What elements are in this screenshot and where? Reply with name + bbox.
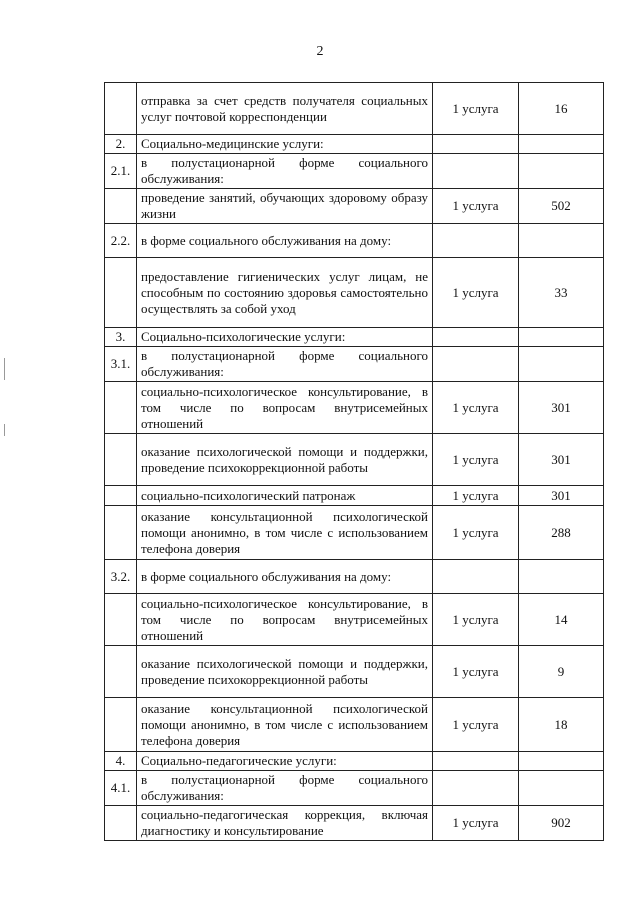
- table-row: [105, 806, 604, 841]
- page-number: 2: [316, 44, 324, 59]
- row-number-cell: 2.: [105, 135, 137, 154]
- table-row: [105, 771, 604, 806]
- service-description-cell: социально-психологическое консультирование, в том числе по вопросам внутрисемейных отношений: [137, 594, 433, 646]
- table-row: [105, 560, 604, 594]
- quantity-cell: [519, 347, 604, 382]
- scan-edge-mark: [4, 358, 5, 380]
- quantity-cell: [519, 224, 604, 258]
- unit-cell: [433, 560, 519, 594]
- quantity-cell: [519, 328, 604, 347]
- row-number-cell: [105, 806, 137, 841]
- unit-cell: 1 услуга: [433, 189, 519, 224]
- service-description-cell: оказание психологической помощи и поддержки, проведение психокоррекционной работы: [137, 434, 433, 486]
- table-row: [105, 646, 604, 698]
- table-row: [105, 189, 604, 224]
- row-number-cell: 2.1.: [105, 154, 137, 189]
- quantity-cell: 502: [519, 189, 604, 224]
- unit-cell: 1 услуга: [433, 594, 519, 646]
- table-row: [105, 698, 604, 752]
- unit-cell: 1 услуга: [433, 434, 519, 486]
- table-row: [105, 594, 604, 646]
- table-row: [105, 347, 604, 382]
- unit-cell: [433, 771, 519, 806]
- unit-cell: 1 услуга: [433, 83, 519, 135]
- row-number-cell: [105, 594, 137, 646]
- table-row: [105, 154, 604, 189]
- service-description-cell: Социально-медицинские услуги:: [137, 135, 433, 154]
- quantity-cell: [519, 752, 604, 771]
- table-row: [105, 224, 604, 258]
- row-number-cell: 2.2.: [105, 224, 137, 258]
- table-row: [105, 328, 604, 347]
- quantity-cell: 301: [519, 486, 604, 506]
- unit-cell: [433, 135, 519, 154]
- quantity-cell: 16: [519, 83, 604, 135]
- table-row: [105, 382, 604, 434]
- services-table-body: [105, 83, 604, 841]
- row-number-cell: [105, 382, 137, 434]
- quantity-cell: 301: [519, 382, 604, 434]
- unit-cell: [433, 328, 519, 347]
- row-number-cell: [105, 646, 137, 698]
- row-number-cell: [105, 698, 137, 752]
- service-description-cell: в полустационарной форме социального обслуживания:: [137, 154, 433, 189]
- unit-cell: [433, 154, 519, 189]
- quantity-cell: [519, 560, 604, 594]
- unit-cell: [433, 347, 519, 382]
- table-row: [105, 135, 604, 154]
- row-number-cell: [105, 486, 137, 506]
- unit-cell: 1 услуга: [433, 806, 519, 841]
- service-description-cell: оказание консультационной психологической помощи анонимно, в том числе с использованием телефона доверия: [137, 698, 433, 752]
- service-description-cell: оказание психологической помощи и поддержки, проведение психокоррекционной работы: [137, 646, 433, 698]
- unit-cell: 1 услуга: [433, 506, 519, 560]
- table-row: [105, 752, 604, 771]
- row-number-cell: [105, 434, 137, 486]
- row-number-cell: 3.: [105, 328, 137, 347]
- unit-cell: 1 услуга: [433, 646, 519, 698]
- row-number-cell: 3.2.: [105, 560, 137, 594]
- table-row: [105, 486, 604, 506]
- service-description-cell: Социально-психологические услуги:: [137, 328, 433, 347]
- quantity-cell: 14: [519, 594, 604, 646]
- service-description-cell: в полустационарной форме социального обслуживания:: [137, 347, 433, 382]
- service-description-cell: предоставление гигиенических услуг лицам, не способным по состоянию здоровья самостоятельно осуществлять за собой уход: [137, 258, 433, 328]
- row-number-cell: [105, 258, 137, 328]
- service-description-cell: социально-психологическое консультирование, в том числе по вопросам внутрисемейных отношений: [137, 382, 433, 434]
- service-description-cell: социально-педагогическая коррекция, включая диагностику и консультирование: [137, 806, 433, 841]
- unit-cell: 1 услуга: [433, 258, 519, 328]
- service-description-cell: проведение занятий, обучающих здоровому образу жизни: [137, 189, 433, 224]
- quantity-cell: 9: [519, 646, 604, 698]
- service-description-cell: в полустационарной форме социального обслуживания:: [137, 771, 433, 806]
- row-number-cell: [105, 83, 137, 135]
- row-number-cell: [105, 189, 137, 224]
- quantity-cell: [519, 135, 604, 154]
- row-number-cell: [105, 506, 137, 560]
- quantity-cell: 301: [519, 434, 604, 486]
- services-table: [104, 82, 604, 841]
- quantity-cell: 33: [519, 258, 604, 328]
- service-description-cell: в форме социального обслуживания на дому:: [137, 560, 433, 594]
- scan-edge-mark: [4, 424, 5, 436]
- table-row: [105, 258, 604, 328]
- service-description-cell: социально-психологический патронаж: [137, 486, 433, 506]
- row-number-cell: 4.1.: [105, 771, 137, 806]
- service-description-cell: отправка за счет средств получателя социальных услуг почтовой корреспонденции: [137, 83, 433, 135]
- quantity-cell: [519, 154, 604, 189]
- row-number-cell: 4.: [105, 752, 137, 771]
- quantity-cell: 902: [519, 806, 604, 841]
- quantity-cell: [519, 771, 604, 806]
- table-row: [105, 83, 604, 135]
- quantity-cell: 288: [519, 506, 604, 560]
- service-description-cell: Социально-педагогические услуги:: [137, 752, 433, 771]
- unit-cell: [433, 224, 519, 258]
- unit-cell: 1 услуга: [433, 486, 519, 506]
- table-row: [105, 506, 604, 560]
- service-description-cell: оказание консультационной психологической помощи анонимно, в том числе с использованием телефона доверия: [137, 506, 433, 560]
- table-row: [105, 434, 604, 486]
- unit-cell: 1 услуга: [433, 382, 519, 434]
- row-number-cell: 3.1.: [105, 347, 137, 382]
- service-description-cell: в форме социального обслуживания на дому:: [137, 224, 433, 258]
- unit-cell: [433, 752, 519, 771]
- quantity-cell: 18: [519, 698, 604, 752]
- unit-cell: 1 услуга: [433, 698, 519, 752]
